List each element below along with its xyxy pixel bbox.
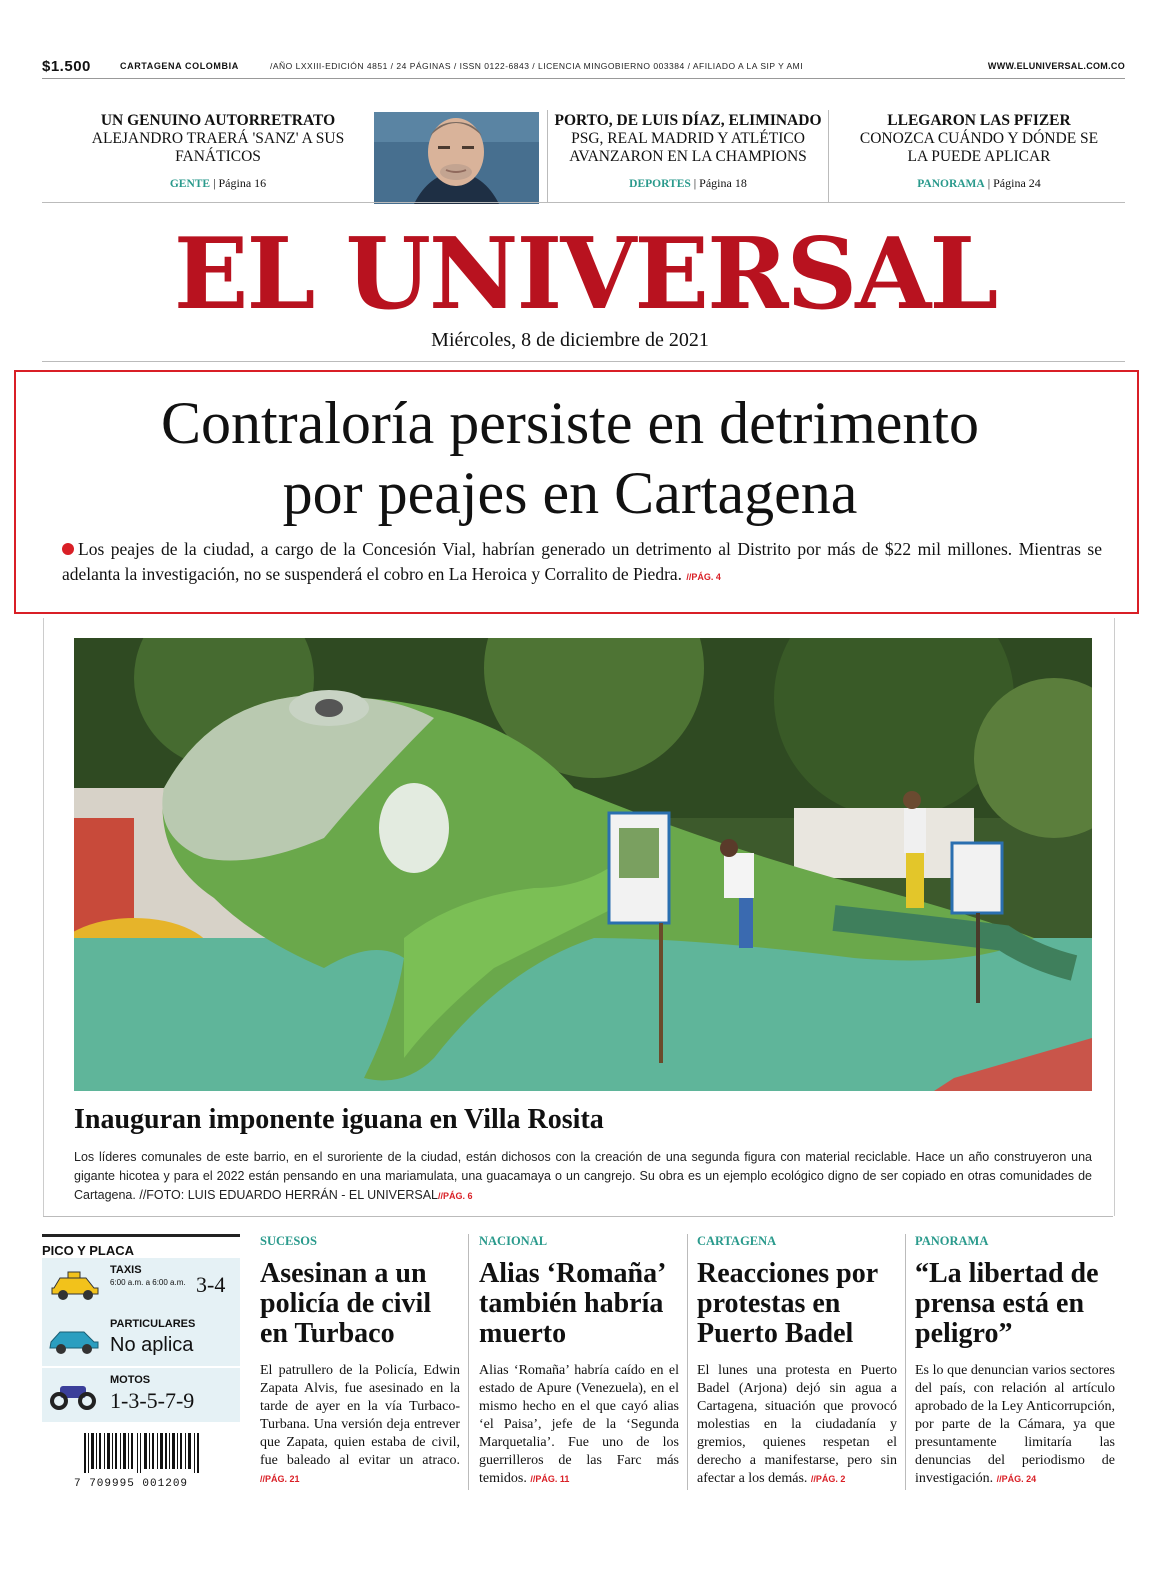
pyp-row-particulares [42, 1312, 240, 1366]
caption-text: Los líderes comunales de este barrio, en el suroriente de la ciudad, están dichosos con la creación de una segunda figura con material reciclable. Hace un año construyeron una gigante hicotea y para el 2022 están pensando en una mariamulata, una guacamaya o un cangrejo. Su obra es un ejemplo ecológico digno de ser copiado en otras comunidades de Cartagena. [74, 1150, 1092, 1202]
pyp-label: PARTICULARES [110, 1318, 196, 1330]
page-ref: //PÁG. 24 [996, 1474, 1037, 1484]
pyp-label: MOTOS [110, 1374, 151, 1386]
teaser-line: AVANZARON EN LA CHAMPIONS [569, 148, 807, 165]
pyp-schedule: 6:00 a.m. a 6:00 a.m. [110, 1278, 186, 1287]
headline-line: Contraloría persiste en detrimento [160, 390, 980, 456]
car-icon [48, 1326, 100, 1354]
column-section: CARTAGENA [697, 1234, 777, 1248]
divider [468, 1234, 469, 1490]
column-section: PANORAMA [915, 1234, 989, 1248]
website-link[interactable]: WWW.ELUNIVERSAL.COM.CO [987, 61, 1125, 71]
page-ref[interactable]: //PÁG. 4 [686, 572, 721, 582]
pico-y-placa-box [42, 1234, 240, 1258]
column-body [260, 1362, 460, 1488]
news-column-cartagena[interactable] [697, 1234, 897, 1490]
page-ref: //PÁG. 11 [530, 1474, 570, 1484]
deck-text: Los peajes de la ciudad, a cargo de la Concesión Vial, habrían generado un detrimento al Distrito por más de $22 mil millones. Mientras se adelanta la investigación, no se suspenderá el cobro en La Heroica y Corralito de Piedra. [62, 539, 1102, 584]
pyp-row-motos [42, 1368, 240, 1422]
page-ref: | Página 18 [693, 176, 747, 190]
page-ref[interactable]: //PÁG. 6 [438, 1191, 473, 1201]
body-text: El lunes una protesta en Puerto Badel (Arjona) dejó sin agua a Cartagena, situación que provocó molestias en la ciudadanía y gremios, quienes respetan el derecho a manifestarse, pero sin afectar a los demás. [697, 1363, 897, 1486]
page-ref: //PÁG. 2 [810, 1474, 846, 1484]
teaser-line: UN GENUINO AUTORRETRATO [100, 112, 336, 129]
pyp-label: TAXIS [110, 1264, 142, 1276]
divider [687, 1234, 688, 1490]
column-headline: Alias ‘Romaña’ también habría muerto [479, 1258, 665, 1349]
divider [547, 110, 548, 202]
price: $1.500 [42, 58, 91, 75]
news-column-sucesos[interactable] [260, 1234, 460, 1490]
page-ref: | Página 24 [987, 176, 1041, 190]
barcode-icon [82, 1433, 202, 1473]
pyp-row-taxis [42, 1258, 240, 1312]
portrait-image [374, 112, 539, 204]
headline-line: por peajes en Cartagena [282, 460, 858, 526]
news-column-nacional[interactable] [479, 1234, 679, 1490]
divider [42, 202, 1125, 203]
teaser-panorama[interactable] [834, 112, 1124, 193]
pyp-value: 3-4 [196, 1272, 226, 1297]
column-headline: “La libertad de prensa está en peligro” [915, 1258, 1099, 1349]
teaser-line: LA PUEDE APLICAR [907, 148, 1051, 165]
bullet-icon [62, 543, 74, 555]
divider [43, 1216, 1113, 1217]
teaser-portrait-photo [374, 112, 539, 204]
body-text: Alias ‘Romaña’ habría caído en el estado de Apure (Venezuela), en el mismo hecho en el que cayó alias ‘el Paisa’, jefe de la ‘Segunda Marquetalia’. Fue uno de los guerrilleros de las Farc más temidos. [479, 1363, 679, 1486]
photo-credit: //FOTO: LUIS EDUARDO HERRÁN - EL UNIVERSAL [139, 1188, 439, 1202]
iguana-sculpture-image [74, 638, 1092, 1091]
iguana-photo [74, 638, 1092, 1091]
motorcycle-icon [50, 1380, 96, 1410]
section-name: DEPORTES [629, 178, 691, 190]
teaser-line: FANÁTICOS [175, 148, 261, 165]
photo-story-headline[interactable]: Inauguran imponente iguana en Villa Rosita [74, 1104, 604, 1135]
divider [42, 361, 1125, 362]
column-section: SUCESOS [260, 1234, 317, 1248]
edition-info: /AÑO LXXIII-EDICIÓN 4851 / 24 PÁGINAS / ISSN 0122-6843 / LICENCIA MINGOBIERNO 003384 / AFILIADO A LA SIP Y AMI [270, 61, 804, 71]
newspaper-logo: EL UNIVERSAL [173, 217, 997, 332]
body-text: Es lo que denuncian varios sectores del país, con relación al artículo aprobado de la Ley Anticorrupción, por parte de la Cámara, ya que presuntamente limitaría las denuncias del periodismo de investigación. [915, 1363, 1115, 1486]
page-ref: | Página 16 [213, 176, 267, 190]
body-text: El patrullero de la Policía, Edwin Zapata Alvis, fue asesinado en la tarde de ayer en la vía Turbaco-Turbana. Una versión deja entrever que Zapata, quien estaba de civil, fue baleado al evitar un atraco. [260, 1363, 460, 1468]
section-name: GENTE [169, 178, 211, 190]
column-headline: Reacciones por protestas en Puerto Badel [697, 1258, 878, 1349]
divider [905, 1234, 906, 1490]
edition-strip [42, 58, 1125, 79]
column-body [479, 1362, 679, 1488]
column-body [697, 1362, 897, 1488]
section-name: PANORAMA [917, 178, 985, 190]
barcode-number: 7 709995 001209 [74, 1478, 189, 1490]
teaser-line: PORTO, DE LUIS DÍAZ, ELIMINADO [554, 112, 822, 129]
teaser-line: CONOZCA CUÁNDO Y DÓNDE SE [859, 130, 1099, 147]
teaser-line: LLEGARON LAS PFIZER [887, 112, 1071, 129]
column-section: NACIONAL [479, 1234, 548, 1248]
lead-headline[interactable] [40, 388, 1100, 528]
issue-date: Miércoles, 8 de diciembre de 2021 [431, 329, 709, 351]
pyp-value: No aplica [110, 1334, 194, 1356]
barcode [74, 1433, 202, 1490]
news-column-panorama[interactable] [915, 1234, 1115, 1490]
pyp-value: 1-3-5-7-9 [110, 1388, 195, 1413]
column-headline: Asesinan a un policía de civil en Turbaco [260, 1258, 432, 1349]
taxi-icon [50, 1270, 100, 1300]
lead-deck [62, 537, 1102, 590]
column-body [915, 1362, 1115, 1488]
teaser-section [68, 174, 368, 193]
teaser-gente[interactable] [68, 112, 368, 193]
pico-y-placa-title: PICO Y PLACA [42, 1234, 240, 1258]
divider [828, 110, 829, 202]
teaser-line: ALEJANDRO TRAERÁ 'SANZ' A SUS [91, 130, 345, 147]
city-label: CARTAGENA COLOMBIA [120, 61, 239, 71]
teaser-deportes[interactable] [552, 112, 824, 193]
photo-caption [74, 1148, 1092, 1206]
teaser-section [834, 174, 1124, 193]
page-ref: //PÁG. 21 [260, 1474, 300, 1484]
teaser-line: PSG, REAL MADRID Y ATLÉTICO [571, 130, 805, 147]
teaser-section [552, 174, 824, 193]
